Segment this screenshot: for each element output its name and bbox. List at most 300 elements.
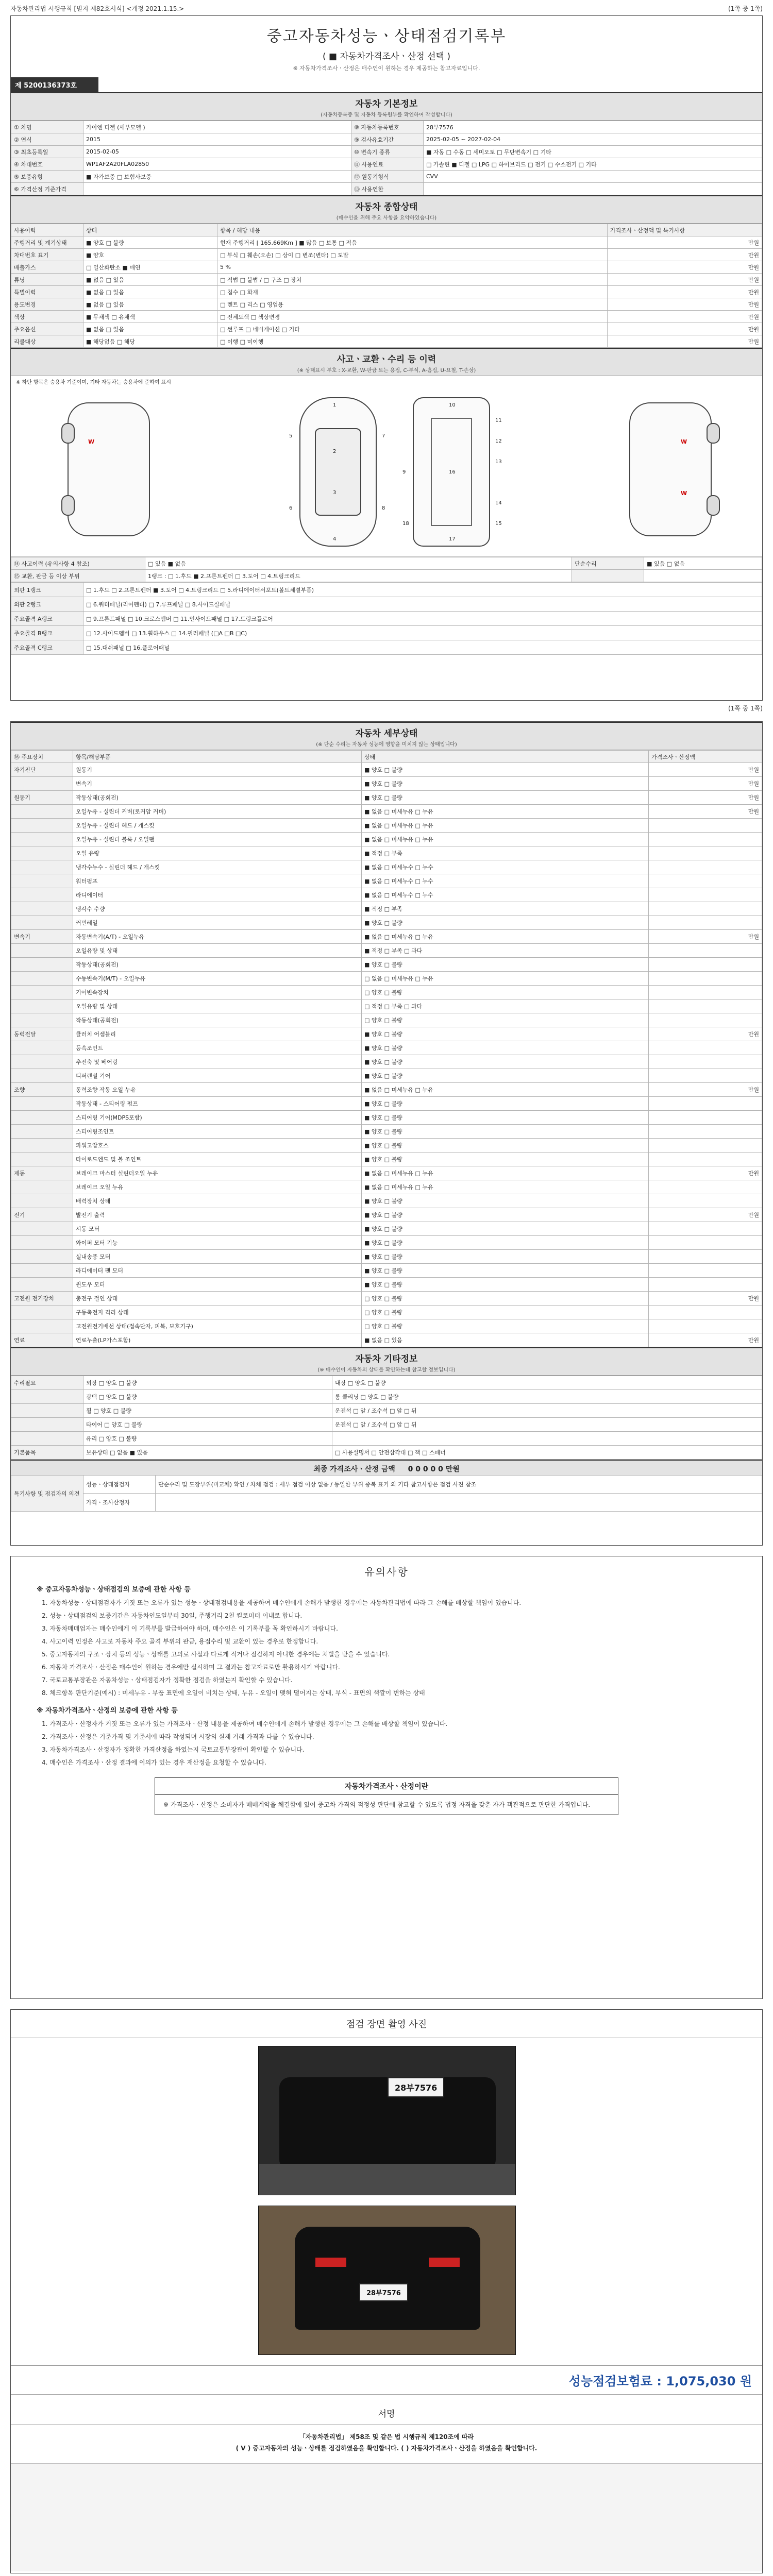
detail-price <box>649 1013 762 1027</box>
caution-sheet <box>10 1556 763 1999</box>
part-number: 9 <box>402 469 406 475</box>
detail-status: ■ 적정 □ 부족 □ 과다 <box>362 944 649 958</box>
other-info-row <box>11 1432 762 1446</box>
detail-price <box>649 1097 762 1111</box>
detail-price <box>649 1125 762 1139</box>
detail-price: 만원 <box>649 930 762 944</box>
detail-group <box>11 1319 73 1333</box>
damage-mark-w: W <box>681 490 687 497</box>
other-info-b <box>332 1432 762 1446</box>
inspection-photo-lift <box>258 2206 516 2355</box>
basic-info-value: CVV <box>424 171 762 183</box>
other-info-label <box>11 1418 83 1432</box>
detail-group <box>11 1306 73 1319</box>
caution-heading-2: ※ 자동차가격조사ㆍ산정의 보증에 관한 사항 등 <box>37 1707 178 1715</box>
overall-detail: 5 % <box>217 261 608 274</box>
detail-row <box>11 1125 762 1139</box>
basic-info-value <box>424 183 762 195</box>
rank-label: 주요골격 C랭크 <box>11 640 83 655</box>
detail-item: 원동기 <box>73 763 362 777</box>
basic-info-title: 자동차 기본정보 <box>11 92 762 110</box>
basic-info-value: 카이엔 디젤 (세부모델 ) <box>83 121 351 133</box>
rank-row <box>11 597 762 612</box>
overall-item: 차대번호 표기 <box>11 249 83 261</box>
detail-status: ■ 양호 □ 불량 <box>362 763 649 777</box>
overall-status: ■ 없음 □ 있음 <box>83 286 217 298</box>
basic-info-value: 2015-02-05 <box>83 146 351 158</box>
detail-item: 등속조인트 <box>73 1041 362 1055</box>
rank-label: 외판 2랭크 <box>11 597 83 612</box>
rank-table <box>11 582 762 655</box>
detail-row <box>11 833 762 846</box>
detail-row <box>11 805 762 819</box>
inspector-label: 성능ㆍ상태점검자 <box>83 1476 156 1494</box>
detail-item: 커먼레일 <box>73 916 362 930</box>
detail-group <box>11 916 73 930</box>
detail-group <box>11 958 73 972</box>
detail-group: 고전원 전기장치 <box>11 1292 73 1306</box>
part-number: 3 <box>333 490 337 496</box>
detail-item: 워터펌프 <box>73 874 362 888</box>
detail-group <box>11 986 73 999</box>
detail-item: 디퍼렌셜 기어 <box>73 1069 362 1083</box>
rank-items: □ 9.프론트패널 □ 10.크로스멤버 □ 11.인사이드패널 □ 17.트렁크플로어 <box>83 612 762 626</box>
part-number: 12 <box>495 438 502 444</box>
form-header <box>10 4 763 13</box>
detail-item: 작동상태(공회전) <box>73 791 362 805</box>
detail-row <box>11 1292 762 1306</box>
detail-row <box>11 1222 762 1236</box>
accident-summary-label: ⑮ 교환, 판금 등 이상 부위 <box>11 570 145 582</box>
detail-status: ■ 양호 □ 불량 <box>362 1153 649 1166</box>
basic-info-value: □ 가솔린 ■ 디젤 □ LPG □ 하이브리드 □ 전기 □ 수소전기 □ 기타 <box>424 158 762 171</box>
detail-item: 자동변속기(A/T) - 오일누유 <box>73 930 362 944</box>
overall-status-title: 자동차 종합상태 <box>11 195 762 213</box>
insurance-fee: 성능점검보험료 : 1,075,030 원 <box>11 2365 762 2395</box>
accident-history-title: 사고ㆍ교환ㆍ수리 등 이력 <box>11 348 762 366</box>
detail-item: 스티어링조인트 <box>73 1125 362 1139</box>
detail-status: ■ 양호 □ 불량 <box>362 791 649 805</box>
detail-item: 브레이크 오일 누유 <box>73 1180 362 1194</box>
form-header-left: 자동차관리법 시행규칙 [별지 제82호서식] <개정 2021.1.15.> <box>10 5 184 12</box>
overall-status: ■ 없음 □ 있음 <box>83 298 217 311</box>
rank-row <box>11 640 762 655</box>
detail-status: ■ 없음 □ 미세누유 □ 누유 <box>362 833 649 846</box>
detail-price <box>649 1111 762 1125</box>
part-number: 2 <box>333 449 337 454</box>
basic-info-label: ⑫ 원동기형식 <box>351 171 424 183</box>
detail-price <box>649 888 762 902</box>
part-number: 8 <box>382 505 385 511</box>
detail-column-header: 상태 <box>362 751 649 763</box>
detail-row <box>11 874 762 888</box>
caution-item: 8. 체크항목 판단기준(예시) : 미세누유 - 부품 표면에 오일이 비치는 상태, 누유 - 오일이 맺혀 떨어지는 상태, 부식 - 표면의 색깔이 변하는 상태 <box>42 1689 425 1697</box>
special-notes-text: 단순수리 및 도장부위(비교체) 확인 / 차체 점검 : 세부 점검 이상 없음 / 동일한 부위 중복 표기 외 기타 참고사항은 점검 사진 참조 <box>156 1476 762 1494</box>
overall-status: □ 일산화탄소 ■ 매연 <box>83 261 217 274</box>
detail-group: 제동 <box>11 1166 73 1180</box>
detail-column-header: ⑯ 주요장치 <box>11 751 73 763</box>
detail-price: 만원 <box>649 1027 762 1041</box>
detail-group <box>11 1055 73 1069</box>
basic-info-value: 2025-02-05 ~ 2027-02-04 <box>424 133 762 146</box>
part-number: 10 <box>449 402 456 408</box>
damage-mark-w: W <box>681 438 687 445</box>
detail-price <box>649 1250 762 1264</box>
legal-statement-2: ( V ) 중고자동차의 성능ㆍ상태를 점검하였음을 확인합니다. ( ) 자동차가격조사ㆍ산정을 하였음을 확인합니다. <box>236 2445 537 2452</box>
accident-summary-label: 단순수리 <box>572 557 644 570</box>
detail-item: 라디에이터 팬 모터 <box>73 1264 362 1278</box>
detail-group: 조향 <box>11 1083 73 1097</box>
overall-detail: □ 부식 □ 훼손(오손) □ 상이 □ 변조(변타) □ 도말 <box>217 249 608 261</box>
detail-status: □ 적정 □ 부족 □ 과다 <box>362 999 649 1013</box>
detail-status: □ 양호 □ 불량 <box>362 1319 649 1333</box>
overall-status: ■ 없음 □ 있음 <box>83 274 217 286</box>
detail-row <box>11 791 762 805</box>
detail-group <box>11 944 73 958</box>
detail-status: ■ 양호 □ 불량 <box>362 1111 649 1125</box>
other-info-b: □ 사용설명서 □ 안전삼각대 □ 잭 □ 스패너 <box>332 1446 762 1460</box>
detail-price <box>649 1306 762 1319</box>
appraisal-info-box-text: ※ 가격조사ㆍ산정은 소비자가 매매계약을 체결함에 있어 중고차 가격의 적정성 판단에 참고할 수 있도록 법정 자격을 갖춘 자가 객관적으로 판단한 가격입니다. <box>163 1801 591 1808</box>
part-number: 15 <box>495 521 502 527</box>
detail-status: ■ 양호 □ 불량 <box>362 1194 649 1208</box>
detail-row <box>11 1264 762 1278</box>
accident-summary-value: 1랭크 : □ 1.후드 ■ 2.프론트펜더 □ 3.도어 □ 4.트렁크리드 <box>145 570 572 582</box>
caution-heading-1: ※ 중고자동차성능ㆍ상태점검의 보증에 관한 사항 등 <box>37 1586 191 1594</box>
overall-row <box>11 261 762 274</box>
detail-row <box>11 860 762 874</box>
detail-row <box>11 1236 762 1250</box>
detail-row <box>11 1013 762 1027</box>
detail-item: 타이로드엔드 및 볼 조인트 <box>73 1153 362 1166</box>
detail-status: ■ 없음 □ 있음 <box>362 1333 649 1347</box>
detail-price <box>649 999 762 1013</box>
car-right-side-view <box>629 402 712 536</box>
detail-group: 동력전달 <box>11 1027 73 1041</box>
rank-row <box>11 626 762 640</box>
other-info-row <box>11 1404 762 1418</box>
detail-row <box>11 1306 762 1319</box>
basic-info-row <box>11 171 762 183</box>
caution-item: 4. 사고이력 인정은 사고로 자동차 주요 골격 부위의 판금, 용접수리 및 교환이 있는 경우로 한정합니다. <box>42 1638 318 1645</box>
form-header-right: (1쪽 중 1쪽) <box>728 5 763 12</box>
detail-price <box>649 1222 762 1236</box>
basic-info-value: ■ 자동 □ 수동 □ 세미오토 □ 무단변속기 □ 기타 <box>424 146 762 158</box>
detail-row <box>11 1153 762 1166</box>
detail-row <box>11 1041 762 1055</box>
overall-item: 리콜대상 <box>11 335 83 348</box>
rank-items: □ 1.후드 □ 2.프론트펜더 ■ 3.도어 □ 4.트렁크리드 □ 5.라디에이터서포트(볼트체결부품) <box>83 583 762 597</box>
detail-group: 자기진단 <box>11 763 73 777</box>
overall-detail: □ 이행 □ 미이행 <box>217 335 608 348</box>
overall-status-subtitle: (매수인을 위해 주요 사항을 요약하였습니다) <box>11 213 762 224</box>
detail-group <box>11 805 73 819</box>
detail-price <box>649 833 762 846</box>
wheel-icon <box>61 423 75 444</box>
overall-price: 만원 <box>608 335 762 348</box>
overall-price: 만원 <box>608 236 762 249</box>
overall-price: 만원 <box>608 311 762 323</box>
other-info-label <box>11 1432 83 1446</box>
detail-row <box>11 944 762 958</box>
detail-item: 냉각수누수 - 실린더 헤드 / 개스킷 <box>73 860 362 874</box>
page-marker: (1쪽 중 1쪽) <box>728 705 763 712</box>
overall-price: 만원 <box>608 286 762 298</box>
detail-item: 라디에이터 <box>73 888 362 902</box>
detail-item: 브레이크 마스터 실린더오일 누유 <box>73 1166 362 1180</box>
special-notes-label: 특기사항 및 점검자의 의견 <box>11 1476 83 1512</box>
rank-row <box>11 612 762 626</box>
detail-price <box>649 1139 762 1153</box>
detail-group <box>11 1125 73 1139</box>
detail-row <box>11 1055 762 1069</box>
detail-item: 오일유량 및 상태 <box>73 944 362 958</box>
detail-group <box>11 874 73 888</box>
caution-title: 유의사항 <box>364 1566 409 1578</box>
accident-summary-row <box>11 570 762 582</box>
detail-item: 오일유량 및 상태 <box>73 999 362 1013</box>
other-info-a: 타이어 □ 양호 □ 불량 <box>83 1418 332 1432</box>
detail-group: 연료 <box>11 1333 73 1347</box>
other-info-label: 기본품목 <box>11 1446 83 1460</box>
caution-item: 1. 가격조사ㆍ산정자가 거짓 또는 오류가 있는 가격조사ㆍ산정 내용을 제공하여 매수인에게 손해가 발생한 경우에는 그 손해를 배상할 책임이 있습니다. <box>42 1720 448 1727</box>
detail-status: ■ 양호 □ 불량 <box>362 958 649 972</box>
detail-status: ■ 없음 □ 미세누유 □ 누유 <box>362 819 649 833</box>
detail-header-row <box>11 751 762 763</box>
detail-status: ■ 양호 □ 불량 <box>362 1250 649 1264</box>
detail-status: ■ 양호 □ 불량 <box>362 1264 649 1278</box>
basic-info-label: ⑩ 변속기 종류 <box>351 146 424 158</box>
final-price-title: 최종 가격조사ㆍ산정 금액 0 0 0 0 0 만원 <box>11 1460 762 1475</box>
overall-column-header: 가격조사ㆍ산정액 및 특기사항 <box>608 224 762 236</box>
detail-status: □ 양호 □ 불량 <box>362 986 649 999</box>
detail-price <box>649 1055 762 1069</box>
overall-price: 만원 <box>608 323 762 335</box>
detail-item: 동력조향 작동 오일 누유 <box>73 1083 362 1097</box>
appraisal-info-box-title: 자동차가격조사ㆍ산정이란 <box>155 1778 618 1795</box>
detail-item: 구동축전지 격리 상태 <box>73 1306 362 1319</box>
detail-item: 변속기 <box>73 777 362 791</box>
accident-note: ※ 하단 항목은 승용차 기준이며, 기타 자동차는 승용차에 준하여 표시 <box>16 380 171 385</box>
basic-info-row <box>11 158 762 171</box>
detail-group <box>11 999 73 1013</box>
rank-label: 주요골격 A랭크 <box>11 612 83 626</box>
other-info-b: 운전석 □ 앞 / 조수석 □ 앞 □ 뒤 <box>332 1418 762 1432</box>
document-number: 제 5200136373호 <box>11 77 98 92</box>
detail-price: 만원 <box>649 1166 762 1180</box>
overall-column-header: 사용이력 <box>11 224 83 236</box>
overall-item: 튜닝 <box>11 274 83 286</box>
detail-status: ■ 양호 □ 불량 <box>362 916 649 930</box>
detail-item: 기어변속장치 <box>73 986 362 999</box>
detail-row <box>11 819 762 833</box>
detail-row <box>11 763 762 777</box>
overall-price: 만원 <box>608 249 762 261</box>
detail-price <box>649 1180 762 1194</box>
detail-group <box>11 1250 73 1264</box>
caution-list <box>11 1597 762 1700</box>
detail-price <box>649 916 762 930</box>
detail-group <box>11 1097 73 1111</box>
basic-info-label: ⑤ 보증유형 <box>11 171 83 183</box>
detail-status: ■ 양호 □ 불량 <box>362 1125 649 1139</box>
detail-item: 충전구 절연 상태 <box>73 1292 362 1306</box>
other-info-b: 운전석 □ 앞 / 조수석 □ 앞 □ 뒤 <box>332 1404 762 1418</box>
detail-status: ■ 양호 □ 불량 <box>362 1027 649 1041</box>
appraiser-label: 가격ㆍ조사산정자 <box>83 1494 156 1512</box>
detail-price: 만원 <box>649 1083 762 1097</box>
overall-item: 색상 <box>11 311 83 323</box>
detail-row <box>11 1111 762 1125</box>
part-number: 1 <box>333 402 337 408</box>
detail-group <box>11 1111 73 1125</box>
detail-item: 작동상태(공회전) <box>73 1013 362 1027</box>
detail-status: ■ 없음 □ 미세누수 □ 누수 <box>362 874 649 888</box>
form-note: ※ 자동차가격조사ㆍ산정은 매수인이 원하는 경우 제공하는 참고자료입니다. <box>293 65 480 72</box>
insurance-fee-label: 성능점검보험료 <box>568 2374 653 2388</box>
detail-group <box>11 1194 73 1208</box>
other-info-row <box>11 1418 762 1432</box>
detail-item: 수동변속기(M/T) - 오일누유 <box>73 972 362 986</box>
detail-group <box>11 860 73 874</box>
car-left-side-view <box>68 402 150 536</box>
car-cabin <box>315 428 361 516</box>
caution-item: 5. 중고자동차의 구조ㆍ장치 등의 성능ㆍ상태를 고의로 사실과 다르게 적거나 점검하지 아니한 경우에는 처벌을 받을 수 있습니다. <box>42 1651 390 1658</box>
detail-group: 변속기 <box>11 930 73 944</box>
other-info-a: 휠 □ 양호 □ 불량 <box>83 1404 332 1418</box>
caution-item: 2. 성능ㆍ상태점검의 보증기간은 자동차인도일부터 30일, 주행거리 2천 킬로미터 이내로 합니다. <box>42 1612 303 1619</box>
basic-info-table <box>11 121 762 195</box>
basic-info-subtitle: (자동차등록증 및 자동차 등록원부를 확인하여 작성합니다) <box>11 110 762 121</box>
rank-label: 주요골격 B랭크 <box>11 626 83 640</box>
basic-info-row <box>11 146 762 158</box>
detail-status: ■ 없음 □ 미세누유 □ 누유 <box>362 930 649 944</box>
other-info-table <box>11 1376 762 1460</box>
overall-status: ■ 해당없음 □ 해당 <box>83 335 217 348</box>
detail-price <box>649 944 762 958</box>
basic-info-row <box>11 121 762 133</box>
part-number: 16 <box>449 469 456 475</box>
detail-price: 만원 <box>649 763 762 777</box>
basic-info-value: WP1AF2A20FLA02850 <box>83 158 351 171</box>
legal-statement-1: 「자동차관리법」 제58조 및 같은 법 시행규칙 제120조에 따라 <box>299 2433 474 2441</box>
part-number: 18 <box>402 521 409 527</box>
overall-row <box>11 298 762 311</box>
overall-item: 용도변경 <box>11 298 83 311</box>
overall-price: 만원 <box>608 298 762 311</box>
accident-summary-row <box>11 557 762 570</box>
part-number: 6 <box>289 505 293 511</box>
detail-status: ■ 없음 □ 미세누수 □ 누수 <box>362 860 649 874</box>
detail-column-header: 가격조사ㆍ산정액 <box>649 751 762 763</box>
insurance-fee-amount: 1,075,030 원 <box>666 2374 752 2388</box>
detail-price <box>649 1278 762 1292</box>
detail-item: 작동상태(공회전) <box>73 958 362 972</box>
detail-group <box>11 1278 73 1292</box>
other-info-row <box>11 1390 762 1404</box>
detail-status-title: 자동차 세부상태 <box>11 722 762 740</box>
detail-status: ■ 양호 □ 불량 <box>362 1278 649 1292</box>
detail-row <box>11 902 762 916</box>
other-info-a: 외장 □ 양호 □ 불량 <box>83 1376 332 1390</box>
detail-row <box>11 1250 762 1264</box>
wheel-icon <box>707 495 720 516</box>
overall-status: ■ 무채색 □ 유채색 <box>83 311 217 323</box>
detail-group <box>11 1236 73 1250</box>
caution-item: 3. 자동차매매업자는 매수인에게 이 기록부를 발급하여야 하며, 매수인은 이 기록부를 꼭 확인하시기 바랍니다. <box>42 1625 338 1632</box>
detail-column-header: 항목/해당부품 <box>73 751 362 763</box>
detail-price <box>649 1194 762 1208</box>
part-number: 7 <box>382 433 385 439</box>
detail-status: □ 양호 □ 불량 <box>362 1013 649 1027</box>
detail-item: 파워고압호스 <box>73 1139 362 1153</box>
detail-price: 만원 <box>649 791 762 805</box>
detail-item: 오일누유 - 실린더 헤드 / 개스킷 <box>73 819 362 833</box>
accident-summary-value <box>644 570 762 582</box>
overall-status: ■ 양호 □ 불량 <box>83 236 217 249</box>
detail-price <box>649 1069 762 1083</box>
form-subtitle: ( ■ 자동차가격조사ㆍ산정 선택 ) <box>322 52 450 62</box>
detail-status: ■ 양호 □ 불량 <box>362 777 649 791</box>
other-info-b: 룸 클리닝 □ 양호 □ 불량 <box>332 1390 762 1404</box>
detail-price: 만원 <box>649 1208 762 1222</box>
detail-row <box>11 1319 762 1333</box>
detail-group <box>11 888 73 902</box>
other-info-label: 수리필요 <box>11 1376 83 1390</box>
inspection-photo-rear <box>258 2046 516 2195</box>
other-info-b: 내장 □ 양호 □ 불량 <box>332 1376 762 1390</box>
detail-row <box>11 1180 762 1194</box>
detail-price <box>649 972 762 986</box>
detail-item: 추진축 및 베어링 <box>73 1055 362 1069</box>
detail-status: ■ 없음 □ 미세누유 □ 누유 <box>362 1083 649 1097</box>
detail-group <box>11 1180 73 1194</box>
basic-info-value: 28부7576 <box>424 121 762 133</box>
detail-group <box>11 1069 73 1083</box>
signature-label: 서명 <box>11 2401 762 2425</box>
photo-section-title: 점검 장면 촬영 사진 <box>11 2010 762 2038</box>
detail-status: □ 없음 □ 미세누유 □ 누유 <box>362 972 649 986</box>
detail-group <box>11 819 73 833</box>
detail-status: □ 양호 □ 불량 <box>362 1306 649 1319</box>
detail-item: 배력장치 상태 <box>73 1194 362 1208</box>
overall-row <box>11 335 762 348</box>
basic-info-row <box>11 133 762 146</box>
overall-item: 주요옵션 <box>11 323 83 335</box>
wheel-icon <box>707 423 720 444</box>
detail-price <box>649 1264 762 1278</box>
detail-price <box>649 846 762 860</box>
overall-item: 특별이력 <box>11 286 83 298</box>
overall-row <box>11 286 762 298</box>
signature-area <box>11 2463 762 2571</box>
detail-status: ■ 양호 □ 불량 <box>362 1097 649 1111</box>
overall-status: ■ 없음 □ 있음 <box>83 323 217 335</box>
basic-info-value: ■ 자가보증 □ 보험사보증 <box>83 171 351 183</box>
detail-group <box>11 972 73 986</box>
overall-detail: □ 침수 □ 화재 <box>217 286 608 298</box>
vehicle-diagram <box>11 387 762 557</box>
detail-status-subtitle: (※ 단순 수리는 자동차 성능에 영향을 미치지 않는 상태입니다) <box>11 740 762 750</box>
accident-summary-label: ⑭ 사고이력 (유의사항 4 참조) <box>11 557 145 570</box>
basic-info-label: ⑨ 검사유효기간 <box>351 133 424 146</box>
detail-row <box>11 972 762 986</box>
detail-group <box>11 1139 73 1153</box>
detail-price <box>649 1319 762 1333</box>
part-number: 11 <box>495 418 502 423</box>
caution-item: 1. 자동차성능ㆍ상태점검자가 거짓 또는 오류가 있는 성능ㆍ상태점검내용을 제공하여 매수인에게 손해가 발생한 경우에는 자동차관리법에 따라 그 손해를 배상할 책임이 있습니다. <box>42 1599 522 1606</box>
detail-status: ■ 적정 □ 부족 <box>362 846 649 860</box>
